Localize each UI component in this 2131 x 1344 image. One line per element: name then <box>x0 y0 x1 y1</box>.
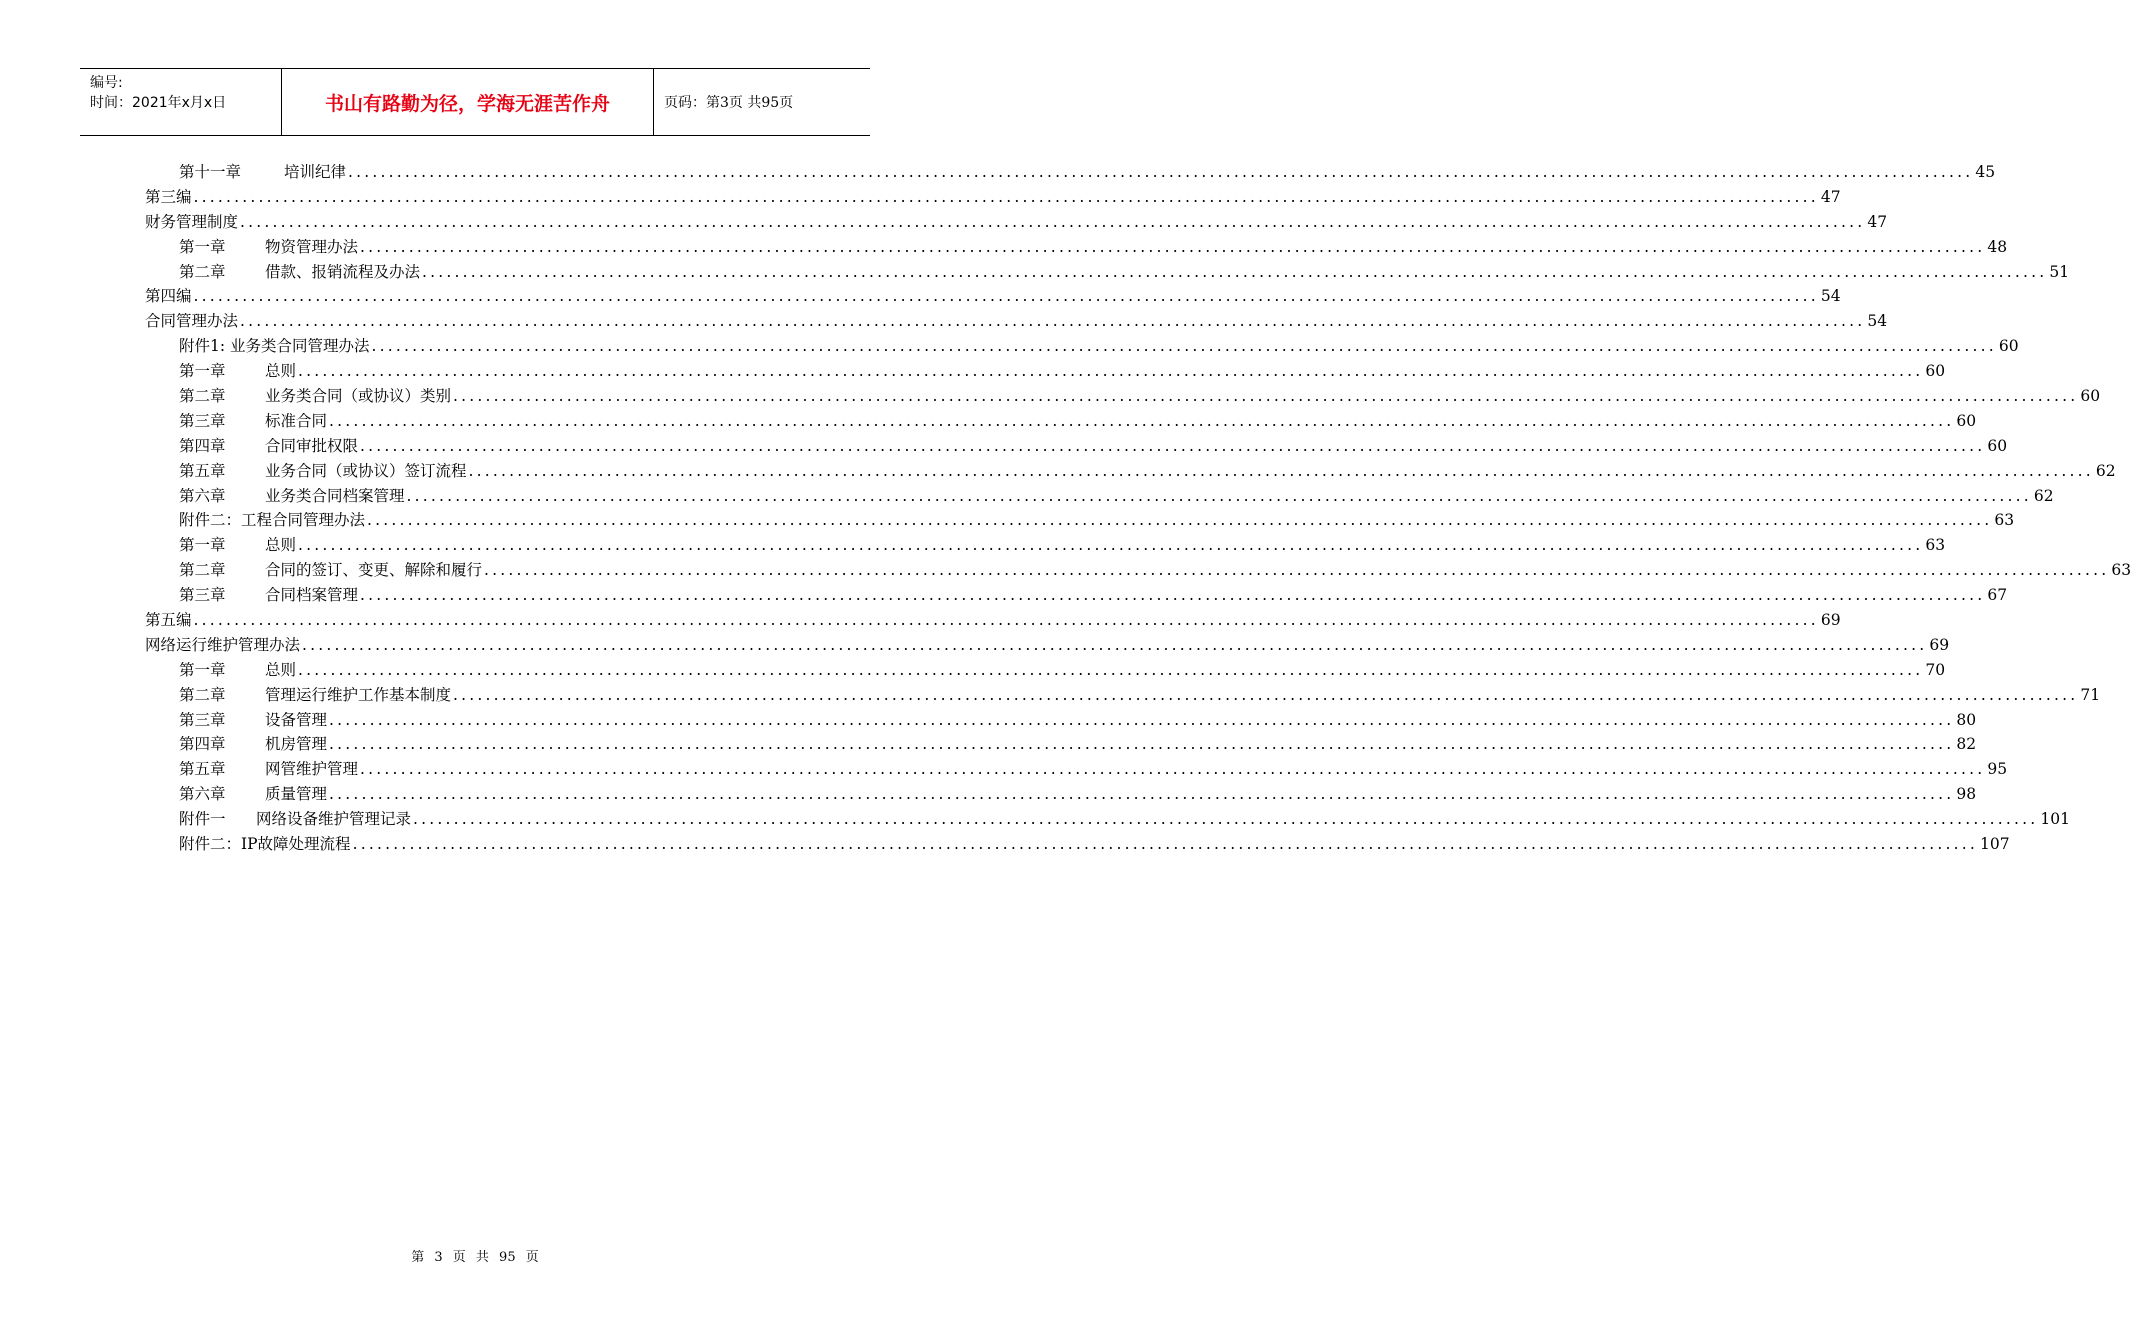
serial-label: 编号: <box>90 75 123 91</box>
toc-entry-number: 第二章 <box>179 262 226 281</box>
toc-entry-title: 附件二：IP故障处理流程 <box>179 835 351 854</box>
page-info-text: 页码：第3页 共95页 <box>664 95 794 111</box>
toc-dot-leader: ........................................................................................................................................................................................................ <box>413 810 2039 829</box>
toc-entry-page: 70 <box>1925 660 1946 679</box>
toc-entry-label <box>179 384 451 409</box>
toc-entry[interactable] <box>145 284 1841 309</box>
toc-dot-leader: ........................................................................................................................................................................................................ <box>193 187 1819 206</box>
toc-entry-page: 48 <box>1987 237 2008 256</box>
toc-entry-label <box>179 235 358 260</box>
toc-entry[interactable] <box>145 732 1977 757</box>
toc-entry-number: 第四章 <box>179 436 226 455</box>
toc-entry-number: 第一章 <box>179 536 226 555</box>
toc-entry-page: 63 <box>1994 511 2015 530</box>
toc-dot-leader: ........................................................................................................................................................................................................ <box>298 536 1924 555</box>
toc-entry-title: 合同档案管理 <box>265 586 359 605</box>
toc-entry-label <box>179 160 346 185</box>
toc-entry-page: 98 <box>1956 785 1977 804</box>
toc-entry-number: 第二章 <box>179 561 226 580</box>
toc-entry-label <box>179 832 351 857</box>
toc-entry-label <box>179 583 358 608</box>
toc-entry-title: 合同管理办法 <box>145 312 239 331</box>
toc-entry[interactable] <box>145 558 2131 583</box>
toc-entry-title: 业务类合同档案管理 <box>265 486 405 505</box>
toc-entry-number: 第六章 <box>179 486 226 505</box>
toc-dot-leader: ........................................................................................................................................................................................................ <box>329 735 1955 754</box>
toc-entry-number: 第二章 <box>179 387 226 406</box>
toc-entry[interactable] <box>145 210 1888 235</box>
toc-entry-label <box>145 633 300 658</box>
toc-entry-page: 60 <box>2080 387 2101 406</box>
toc-entry-number: 第三章 <box>179 586 226 605</box>
toc-entry-page: 82 <box>1956 735 1977 754</box>
toc-entry-title: 附件二：工程合同管理办法 <box>179 511 366 530</box>
toc-entry[interactable] <box>145 484 2054 509</box>
toc-dot-leader: ........................................................................................................................................................................................................ <box>406 486 2032 505</box>
header-meta <box>80 69 282 135</box>
toc-dot-leader: ........................................................................................................................................................................................................ <box>352 835 1978 854</box>
toc-entry-title: 网络设备维护管理记录 <box>256 810 412 829</box>
toc-entry[interactable] <box>145 459 2116 484</box>
toc-entry-page: 60 <box>1998 337 2019 356</box>
toc-entry-label <box>179 558 482 583</box>
toc-entry-label <box>179 782 327 807</box>
toc-entry[interactable] <box>145 260 2070 285</box>
toc-dot-leader: ........................................................................................................................................................................................................ <box>193 287 1819 306</box>
toc-dot-leader: ........................................................................................................................................................................................................ <box>360 237 1986 256</box>
toc-entry-page: 69 <box>1929 635 1950 654</box>
toc-entry-title: 标准合同 <box>265 411 328 430</box>
toc-dot-leader: ........................................................................................................................................................................................................ <box>360 760 1986 779</box>
toc-entry-label <box>179 260 420 285</box>
toc-entry-title: 总则 <box>265 362 297 381</box>
toc-entry-label <box>179 683 451 708</box>
toc-entry-title: 总则 <box>265 536 297 555</box>
toc-entry-number: 第六章 <box>179 785 226 804</box>
toc-entry-page: 51 <box>2049 262 2070 281</box>
toc-entry[interactable] <box>145 658 1946 683</box>
toc-entry-page: 101 <box>2040 810 2071 829</box>
header-page-info <box>654 69 870 135</box>
toc-entry-title: 合同的签订、变更、解除和履行 <box>265 561 483 580</box>
toc-entry-number: 第二章 <box>179 685 226 704</box>
toc-dot-leader: ........................................................................................................................................................................................................ <box>367 511 1993 530</box>
toc-entry-page: 71 <box>2080 685 2101 704</box>
toc-dot-leader: ........................................................................................................................................................................................................ <box>360 586 1986 605</box>
toc-dot-leader: ........................................................................................................................................................................................................ <box>298 660 1924 679</box>
toc-dot-leader: ........................................................................................................................................................................................................ <box>371 337 1997 356</box>
toc-entry-page: 47 <box>1820 187 1841 206</box>
toc-entry-label <box>179 459 467 484</box>
toc-entry-page: 67 <box>1987 586 2008 605</box>
toc-dot-leader: ........................................................................................................................................................................................................ <box>240 212 1866 231</box>
date-label: 时间：2021年x月x日 <box>90 95 227 111</box>
toc-entry[interactable] <box>145 832 2010 857</box>
toc-entry-label <box>179 708 327 733</box>
toc-dot-leader: ........................................................................................................................................................................................................ <box>484 561 2110 580</box>
toc-entry-number: 第三章 <box>179 710 226 729</box>
toc-entry-page: 95 <box>1987 760 2008 779</box>
toc-entry-title: 管理运行维护工作基本制度 <box>265 685 452 704</box>
toc-entry-number: 第一章 <box>179 660 226 679</box>
toc-entry-number: 第一章 <box>179 362 226 381</box>
table-of-contents <box>145 160 2131 857</box>
toc-entry-label <box>179 434 358 459</box>
toc-entry-title: 物资管理办法 <box>265 237 359 256</box>
toc-entry-label <box>145 309 238 334</box>
toc-entry-label <box>179 807 411 832</box>
toc-entry-number: 第五章 <box>179 461 226 480</box>
toc-entry[interactable] <box>145 633 1950 658</box>
toc-dot-leader: ........................................................................................................................................................................................................ <box>453 685 2079 704</box>
toc-entry[interactable] <box>145 583 2008 608</box>
toc-entry[interactable] <box>145 608 1841 633</box>
toc-entry-label <box>179 757 358 782</box>
toc-entry-title: 第三编 <box>145 187 192 206</box>
toc-dot-leader: ........................................................................................................................................................................................................ <box>193 611 1819 630</box>
toc-entry-page: 54 <box>1820 287 1841 306</box>
toc-entry-title: 第五编 <box>145 611 192 630</box>
toc-entry[interactable] <box>145 434 2008 459</box>
toc-entry[interactable] <box>145 533 1946 558</box>
toc-entry-title: 业务类合同（或协议）类别 <box>265 387 452 406</box>
toc-entry-label <box>179 484 405 509</box>
toc-dot-leader: ........................................................................................................................................................................................................ <box>348 163 1974 181</box>
toc-entry-title: 业务合同（或协议）签订流程 <box>265 461 467 480</box>
toc-dot-leader: ........................................................................................................................................................................................................ <box>298 362 1924 381</box>
toc-entry[interactable] <box>145 359 1946 384</box>
toc-entry-label <box>179 533 296 558</box>
toc-entry-title: 网络运行维护管理办法 <box>145 635 301 654</box>
toc-entry[interactable] <box>145 235 2008 260</box>
toc-entry[interactable] <box>145 185 1841 210</box>
toc-entry-title: 机房管理 <box>265 735 328 754</box>
toc-entry-page: 60 <box>1925 362 1946 381</box>
toc-entry-label <box>145 284 192 309</box>
toc-dot-leader: ........................................................................................................................................................................................................ <box>468 461 2094 480</box>
toc-entry-page: 107 <box>1979 835 2010 854</box>
toc-entry-page: 62 <box>2095 461 2116 480</box>
toc-entry-number: 第十一章 <box>179 163 242 181</box>
toc-entry-title: 借款、报销流程及办法 <box>265 262 421 281</box>
footer-page-number: 第 3 页 共 95 页 <box>411 1250 539 1265</box>
page-header <box>80 68 870 136</box>
toc-entry[interactable] <box>145 160 1996 185</box>
toc-entry-number: 第一章 <box>179 237 226 256</box>
toc-entry-page: 80 <box>1956 710 1977 729</box>
page-footer <box>0 1246 950 1265</box>
toc-entry[interactable] <box>145 384 2101 409</box>
toc-entry-page: 60 <box>1987 436 2008 455</box>
toc-entry[interactable] <box>145 807 2071 832</box>
toc-entry-label <box>179 508 365 533</box>
toc-entry-label <box>145 210 238 235</box>
toc-entry-label <box>179 409 327 434</box>
toc-entry[interactable] <box>145 508 2015 533</box>
toc-entry[interactable] <box>145 757 2008 782</box>
header-motto <box>282 69 654 135</box>
toc-entry-title: 设备管理 <box>265 710 328 729</box>
toc-dot-leader: ........................................................................................................................................................................................................ <box>422 262 2048 281</box>
toc-entry[interactable] <box>145 334 2019 359</box>
toc-dot-leader: ........................................................................................................................................................................................................ <box>302 635 1928 654</box>
toc-entry-title: 第四编 <box>145 287 192 306</box>
toc-entry-page: 47 <box>1867 212 1888 231</box>
toc-dot-leader: ........................................................................................................................................................................................................ <box>360 436 1986 455</box>
toc-dot-leader: ........................................................................................................................................................................................................ <box>329 710 1955 729</box>
toc-dot-leader: ........................................................................................................................................................................................................ <box>329 785 1955 804</box>
motto-text: 书山有路勤为径，学海无涯苦作舟 <box>324 92 610 115</box>
toc-entry-label <box>179 359 296 384</box>
toc-entry-label <box>145 608 192 633</box>
toc-entry-title: 质量管理 <box>265 785 328 804</box>
toc-entry-label <box>145 185 192 210</box>
toc-entry-page: 69 <box>1820 611 1841 630</box>
toc-entry-label <box>179 658 296 683</box>
toc-entry-page: 60 <box>1956 411 1977 430</box>
toc-entry-title: 财务管理制度 <box>145 212 239 231</box>
toc-entry-number: 第四章 <box>179 735 226 754</box>
toc-dot-leader: ........................................................................................................................................................................................................ <box>453 387 2079 406</box>
toc-entry-page: 54 <box>1867 312 1888 331</box>
toc-entry-label <box>179 334 370 359</box>
toc-entry-title: 附件1: 业务类合同管理办法 <box>179 337 370 356</box>
toc-entry-title: 培训纪律 <box>284 163 347 181</box>
toc-entry[interactable] <box>145 782 1977 807</box>
toc-entry-page: 63 <box>1925 536 1946 555</box>
toc-entry-title: 总则 <box>265 660 297 679</box>
toc-entry-page: 62 <box>2033 486 2054 505</box>
toc-entry[interactable] <box>145 708 1977 733</box>
toc-entry[interactable] <box>145 309 1888 334</box>
toc-dot-leader: ........................................................................................................................................................................................................ <box>329 411 1955 430</box>
toc-entry-page: 45 <box>1975 163 1996 181</box>
toc-dot-leader: ........................................................................................................................................................................................................ <box>240 312 1866 331</box>
toc-entry-page: 63 <box>2111 561 2131 580</box>
toc-entry-number: 第五章 <box>179 760 226 779</box>
toc-entry[interactable] <box>145 409 1977 434</box>
toc-entry-title: 网管维护管理 <box>265 760 359 779</box>
toc-entry-number: 附件一 <box>179 810 226 829</box>
toc-entry[interactable] <box>145 683 2101 708</box>
toc-entry-number: 第三章 <box>179 411 226 430</box>
toc-entry-title: 合同审批权限 <box>265 436 359 455</box>
toc-entry-label <box>179 732 327 757</box>
